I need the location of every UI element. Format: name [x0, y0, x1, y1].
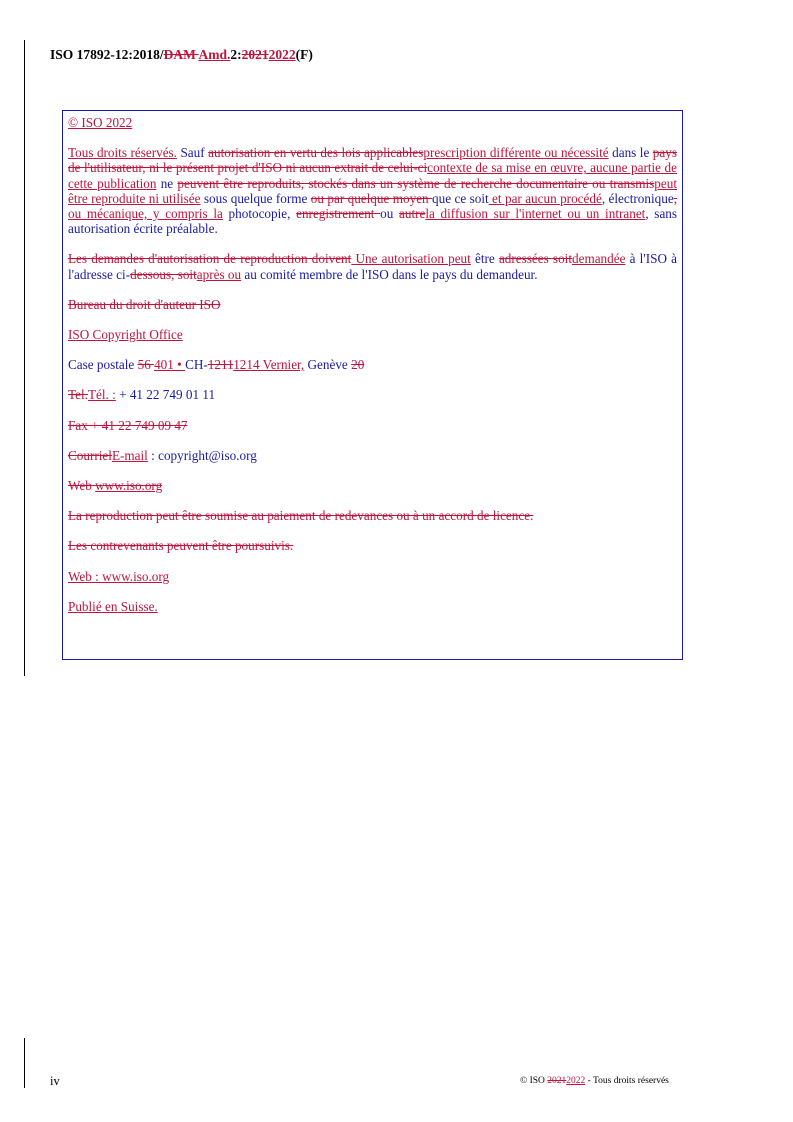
- copyright-office-text: ISO Copyright Office: [68, 327, 183, 343]
- p1-t3: ne: [156, 175, 178, 191]
- email-del1: Courriel: [68, 447, 112, 463]
- p2-ins3: après ou: [196, 266, 242, 282]
- p1-t5: que ce soit: [432, 190, 489, 206]
- case-t3: Genève: [304, 357, 352, 373]
- p1-t7: photocopie,: [222, 206, 297, 222]
- header-amd-number: 2:: [230, 47, 242, 62]
- published-text: Publié en Suisse.: [68, 598, 158, 614]
- postal-address-line: [68, 357, 677, 372]
- copyright-line: [68, 115, 677, 130]
- case-del3: 20: [351, 357, 365, 373]
- reproduction-text: La reproduction peut être soumise au paiement de redevances ou à un accord de licence.: [68, 508, 534, 524]
- web-old-del: Web: [68, 478, 96, 494]
- header-suffix: (F): [295, 47, 313, 62]
- p1-ins2: prescription différente ou nécessité: [423, 145, 609, 161]
- p2-t1: être: [470, 251, 499, 267]
- p1-t1: Sauf: [176, 145, 209, 161]
- web-new-line: [68, 569, 677, 584]
- p2-del2: adressées soit: [498, 251, 572, 267]
- case-t1: Case postale: [68, 357, 138, 373]
- p1-del4: ou par quelque moyen: [310, 190, 433, 206]
- web-old-line: [68, 478, 677, 493]
- p2-t3: au comité membre de l'ISO dans le pays du demandeur.: [241, 266, 538, 282]
- p1-del3: peuvent être reproduits, stockés dans un système de recherche documentaire ou transmis: [177, 175, 655, 191]
- p1-t4: sous quelque forme: [200, 190, 311, 206]
- copyright-box: [62, 110, 683, 660]
- header-deleted-year: 2021: [241, 47, 269, 62]
- p2-t2: à l'ISO à l'adresse ci-: [68, 251, 678, 282]
- phone-line: [68, 387, 677, 402]
- header-inserted-amd: Amd.: [198, 47, 231, 62]
- p1-ins5: et par aucun procédé: [488, 190, 602, 206]
- published-line: [68, 599, 677, 614]
- email-address: : copyright@iso.org: [147, 447, 257, 463]
- p2-ins2: demandée: [572, 251, 626, 267]
- footer-copyright: [520, 1076, 669, 1086]
- p1-ins1: Tous droits réservés.: [68, 145, 177, 161]
- tel-del1: Tel.: [68, 387, 88, 403]
- bureau-line: [68, 297, 677, 312]
- p1-del2: pays de l'utilisateur, ni le présent projet d'ISO ni aucun extrait de celui-ci: [68, 145, 677, 176]
- change-bar-top: [24, 40, 25, 676]
- p1-t6: , électronique: [601, 190, 674, 206]
- case-ins1: 401 •: [154, 357, 186, 373]
- email-ins1: E-mail: [111, 447, 148, 463]
- p2-ins1: Une autorisation peut: [351, 251, 471, 267]
- footer-pre: © ISO: [520, 1076, 548, 1086]
- email-line: [68, 448, 677, 463]
- change-bar-bottom: [24, 1038, 25, 1088]
- header-deleted-dam: DAM: [163, 47, 199, 62]
- case-del2: 1211: [207, 357, 234, 373]
- fax-text: Fax + 41 22 749 09 47: [68, 417, 188, 433]
- case-t2: CH-: [185, 357, 208, 373]
- page-number: iv: [50, 1074, 60, 1088]
- p1-t8: ou: [380, 206, 399, 222]
- bureau-text: Bureau du droit d'auteur ISO: [68, 296, 221, 312]
- web-old-url: www.iso.org: [95, 478, 163, 494]
- copyright-text: © ISO 2022: [68, 115, 133, 130]
- header-prefix: ISO 17892-12:2018/: [50, 47, 164, 62]
- copyright-office-line: [68, 327, 677, 342]
- p1-del1: autorisation en vertu des lois applicables: [208, 145, 424, 161]
- p2-del1: Les demandes d'autorisation de reproduction doivent: [68, 251, 352, 267]
- contrevenants-text: Les contrevenants peuvent être poursuivis.: [68, 538, 294, 554]
- reproduction-line: [68, 508, 677, 523]
- p1-del5: ,: [673, 190, 677, 206]
- footer-inserted-year: 2022: [566, 1076, 586, 1086]
- fax-line: [68, 418, 677, 433]
- p1-ins4: peut être reproduite ni utilisée: [68, 175, 678, 206]
- requests-paragraph: [68, 251, 677, 281]
- document-header: [50, 47, 313, 63]
- p1-del7: autre: [399, 206, 426, 222]
- p1-ins7: la diffusion sur l'internet ou un intranet: [425, 206, 646, 222]
- tel-ins1: Tél. :: [87, 387, 116, 403]
- rights-paragraph: [68, 145, 677, 236]
- p1-del6: enregistrement: [296, 206, 381, 222]
- contrevenants-line: [68, 538, 677, 553]
- header-inserted-year: 2022: [268, 47, 296, 62]
- tel-number: + 41 22 749 01 11: [115, 387, 216, 403]
- footer-post: - Tous droits réservés: [585, 1076, 669, 1086]
- case-del1: 56: [137, 357, 155, 373]
- web-new-text: Web : www.iso.org: [68, 568, 170, 584]
- p1-ins3: contexte de sa mise en œuvre, aucune partie de cette publication: [68, 160, 677, 191]
- footer-deleted-year: 2021: [547, 1076, 567, 1086]
- case-ins2: 1214 Vernier,: [233, 357, 305, 373]
- p1-t9: , sans autorisation écrite préalable.: [68, 206, 678, 237]
- p1-ins6: ou mécanique, y compris la: [68, 206, 223, 222]
- p2-del3: dessous, soit: [130, 266, 197, 282]
- p1-t2: dans le: [608, 145, 653, 161]
